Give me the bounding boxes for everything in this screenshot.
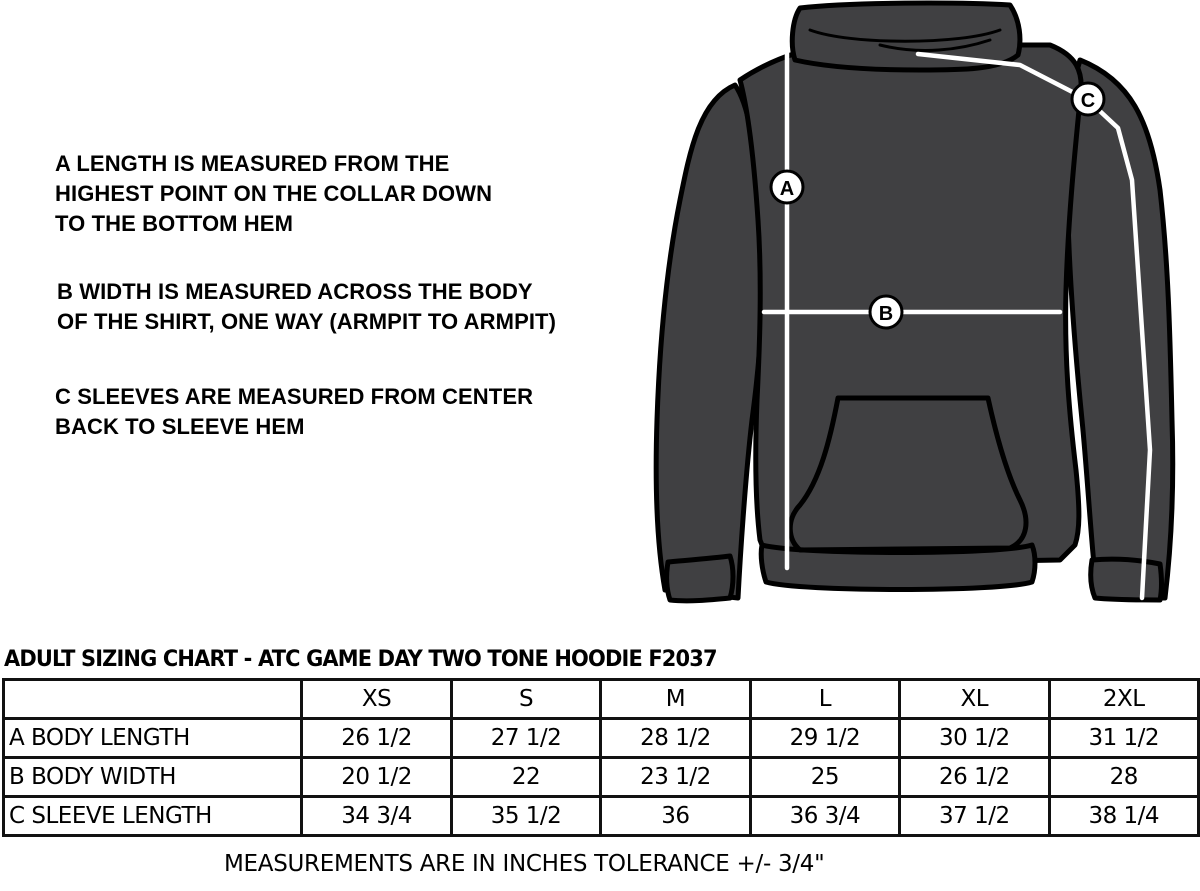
table-cell: 26 1/2 xyxy=(900,758,1049,797)
marker-c-icon xyxy=(1072,83,1104,115)
table-cell: 22 xyxy=(451,758,600,797)
table-cell: 28 xyxy=(1049,758,1198,797)
size-header: S xyxy=(451,680,600,719)
table-cell: 25 xyxy=(750,758,899,797)
table-cell: 31 1/2 xyxy=(1049,719,1198,758)
instruction-line: HIGHEST POINT ON THE COLLAR DOWN xyxy=(55,181,493,206)
instruction-line: A LENGTH IS MEASURED FROM THE xyxy=(55,151,450,176)
table-cell: 36 3/4 xyxy=(750,797,899,836)
chart-title: ADULT SIZING CHART - ATC GAME DAY TWO TONE HOODIE F2037 xyxy=(4,646,717,672)
size-header: M xyxy=(601,680,750,719)
table-cell: 38 1/4 xyxy=(1049,797,1198,836)
table-cell: 29 1/2 xyxy=(750,719,899,758)
instruction-sleeve xyxy=(55,382,533,442)
row-label: C SLEEVE LENGTH xyxy=(4,797,302,836)
hoodie-diagram xyxy=(640,0,1200,620)
row-label: B BODY WIDTH xyxy=(4,758,302,797)
table-cell: 36 xyxy=(601,797,750,836)
table-row xyxy=(4,758,1199,797)
row-label: A BODY LENGTH xyxy=(4,719,302,758)
instruction-line: OF THE SHIRT, ONE WAY (ARMPIT TO ARMPIT) xyxy=(57,309,557,334)
svg-text:A: A xyxy=(779,178,795,200)
marker-b-icon xyxy=(870,296,902,328)
table-cell: 30 1/2 xyxy=(900,719,1049,758)
measurement-note: MEASUREMENTS ARE IN INCHES TOLERANCE +/- 3/4" xyxy=(224,851,825,877)
table-cell: 28 1/2 xyxy=(601,719,750,758)
size-header: L xyxy=(750,680,899,719)
instruction-line: BACK TO SLEEVE HEM xyxy=(55,414,305,439)
instruction-length xyxy=(55,149,492,239)
size-table xyxy=(2,678,1200,837)
table-cell: 26 1/2 xyxy=(302,719,451,758)
instruction-line: B WIDTH IS MEASURED ACROSS THE BODY xyxy=(57,279,533,304)
table-row xyxy=(4,797,1199,836)
size-header: XS xyxy=(302,680,451,719)
svg-text:B: B xyxy=(878,303,894,325)
marker-a-icon xyxy=(771,171,803,203)
size-header: 2XL xyxy=(1049,680,1198,719)
size-header: XL xyxy=(900,680,1049,719)
table-header-row xyxy=(4,680,1199,719)
table-cell: 37 1/2 xyxy=(900,797,1049,836)
table-cell: 27 1/2 xyxy=(451,719,600,758)
table-cell: 23 1/2 xyxy=(601,758,750,797)
table-cell: 20 1/2 xyxy=(302,758,451,797)
table-row xyxy=(4,719,1199,758)
instruction-width xyxy=(57,277,556,337)
table-corner-cell xyxy=(4,680,302,719)
svg-text:C: C xyxy=(1080,90,1096,112)
instruction-line: C SLEEVES ARE MEASURED FROM CENTER xyxy=(55,384,534,409)
table-cell: 34 3/4 xyxy=(302,797,451,836)
instruction-line: TO THE BOTTOM HEM xyxy=(55,211,293,236)
table-cell: 35 1/2 xyxy=(451,797,600,836)
